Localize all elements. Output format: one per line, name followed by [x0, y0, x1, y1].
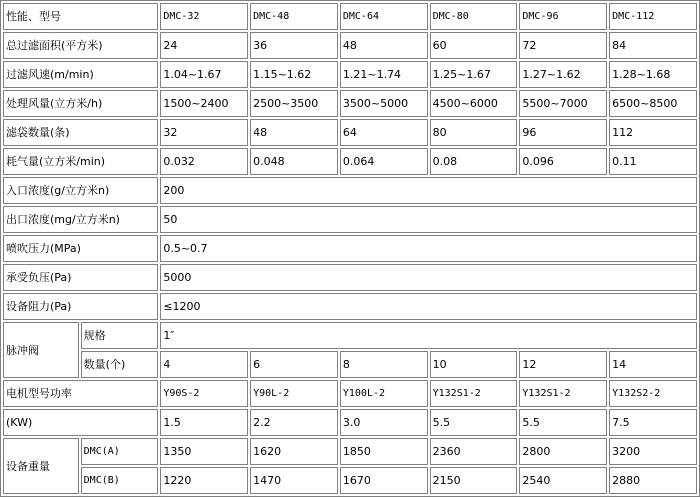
value-cell: 0.096: [519, 148, 607, 175]
model-cell: DMC-64: [340, 3, 428, 30]
value-cell: 1620: [250, 438, 338, 465]
header-row: [3, 3, 697, 30]
value-cell: 1.15~1.62: [250, 61, 338, 88]
shared-row: [3, 264, 697, 291]
motor-power-row: [3, 409, 697, 436]
row-label: 过滤风速(m/min): [3, 61, 158, 88]
value-cell: Y132S1-2: [519, 380, 607, 407]
value-cell: 0.11: [609, 148, 697, 175]
value-cell: 1670: [340, 467, 428, 494]
header-label: 性能、型号: [3, 3, 158, 30]
motor-model-row: [3, 380, 697, 407]
shared-row: [3, 293, 697, 320]
value-cell: 5.5: [519, 409, 607, 436]
weight-a-label: DMC(A): [81, 438, 159, 465]
shared-row: [3, 235, 697, 262]
value-cell: 5500~7000: [519, 90, 607, 117]
table-row: [3, 90, 697, 117]
value-cell: 32: [160, 119, 248, 146]
shared-row: [3, 177, 697, 204]
shared-value: 0.5~0.7: [160, 235, 697, 262]
value-cell: 72: [519, 32, 607, 59]
value-cell: 48: [250, 119, 338, 146]
value-cell: 7.5: [609, 409, 697, 436]
value-cell: Y90S-2: [160, 380, 248, 407]
model-cell: DMC-112: [609, 3, 697, 30]
shared-value: 200: [160, 177, 697, 204]
pulse-valve-spec-label: 规格: [81, 322, 159, 349]
table-row: [3, 61, 697, 88]
model-cell: DMC-96: [519, 3, 607, 30]
value-cell: 10: [430, 351, 518, 378]
value-cell: 0.048: [250, 148, 338, 175]
value-cell: 4500~6000: [430, 90, 518, 117]
value-cell: 1.25~1.67: [430, 61, 518, 88]
value-cell: 12: [519, 351, 607, 378]
value-cell: 1470: [250, 467, 338, 494]
table-row: [3, 119, 697, 146]
row-label: 承受负压(Pa): [3, 264, 158, 291]
value-cell: Y100L-2: [340, 380, 428, 407]
motor-power-label: (KW): [3, 409, 158, 436]
row-label: 设备阻力(Pa): [3, 293, 158, 320]
value-cell: 80: [430, 119, 518, 146]
value-cell: Y132S2-2: [609, 380, 697, 407]
value-cell: 1.5: [160, 409, 248, 436]
row-label: 入口浓度(g/立方米n): [3, 177, 158, 204]
value-cell: 4: [160, 351, 248, 378]
value-cell: 1220: [160, 467, 248, 494]
value-cell: 1.27~1.62: [519, 61, 607, 88]
model-cell: DMC-80: [430, 3, 518, 30]
row-label: 喷吹压力(MPa): [3, 235, 158, 262]
value-cell: 84: [609, 32, 697, 59]
value-cell: 2150: [430, 467, 518, 494]
value-cell: 1.28~1.68: [609, 61, 697, 88]
value-cell: 24: [160, 32, 248, 59]
value-cell: 1850: [340, 438, 428, 465]
shared-value: 50: [160, 206, 697, 233]
value-cell: 3200: [609, 438, 697, 465]
value-cell: 2800: [519, 438, 607, 465]
row-label: 滤袋数量(条): [3, 119, 158, 146]
value-cell: 0.064: [340, 148, 428, 175]
value-cell: 2500~3500: [250, 90, 338, 117]
value-cell: 64: [340, 119, 428, 146]
value-cell: 14: [609, 351, 697, 378]
value-cell: 6500~8500: [609, 90, 697, 117]
table-row: [3, 148, 697, 175]
value-cell: 2360: [430, 438, 518, 465]
row-label: 耗气量(立方米/min): [3, 148, 158, 175]
row-label: 处理风量(立方米/h): [3, 90, 158, 117]
motor-label: 电机型号功率: [3, 380, 158, 407]
row-label: 总过滤面积(平方米): [3, 32, 158, 59]
value-cell: 2.2: [250, 409, 338, 436]
value-cell: 36: [250, 32, 338, 59]
value-cell: 1.21~1.74: [340, 61, 428, 88]
value-cell: 5.5: [430, 409, 518, 436]
value-cell: 60: [430, 32, 518, 59]
value-cell: 0.08: [430, 148, 518, 175]
value-cell: 1.04~1.67: [160, 61, 248, 88]
table-row: [3, 32, 697, 59]
pulse-valve-count-row: [3, 351, 697, 378]
shared-value: ≤1200: [160, 293, 697, 320]
value-cell: 6: [250, 351, 338, 378]
value-cell: 2540: [519, 467, 607, 494]
pulse-valve-count-label: 数量(个): [81, 351, 159, 378]
value-cell: 1350: [160, 438, 248, 465]
pulse-valve-spec-row: [3, 322, 697, 349]
value-cell: 1500~2400: [160, 90, 248, 117]
model-cell: DMC-32: [160, 3, 248, 30]
value-cell: 3500~5000: [340, 90, 428, 117]
weight-label: 设备重量: [3, 438, 79, 494]
pulse-valve-spec-value: 1″: [160, 322, 697, 349]
value-cell: 2880: [609, 467, 697, 494]
value-cell: Y90L-2: [250, 380, 338, 407]
pulse-valve-label: 脉冲阀: [3, 322, 79, 378]
model-cell: DMC-48: [250, 3, 338, 30]
weight-b-label: DMC(B): [81, 467, 159, 494]
weight-b-row: [3, 467, 697, 494]
value-cell: 8: [340, 351, 428, 378]
value-cell: 48: [340, 32, 428, 59]
value-cell: 112: [609, 119, 697, 146]
shared-value: 5000: [160, 264, 697, 291]
value-cell: Y132S1-2: [430, 380, 518, 407]
value-cell: 3.0: [340, 409, 428, 436]
shared-row: [3, 206, 697, 233]
weight-a-row: [3, 438, 697, 465]
value-cell: 0.032: [160, 148, 248, 175]
row-label: 出口浓度(mg/立方米n): [3, 206, 158, 233]
value-cell: 96: [519, 119, 607, 146]
